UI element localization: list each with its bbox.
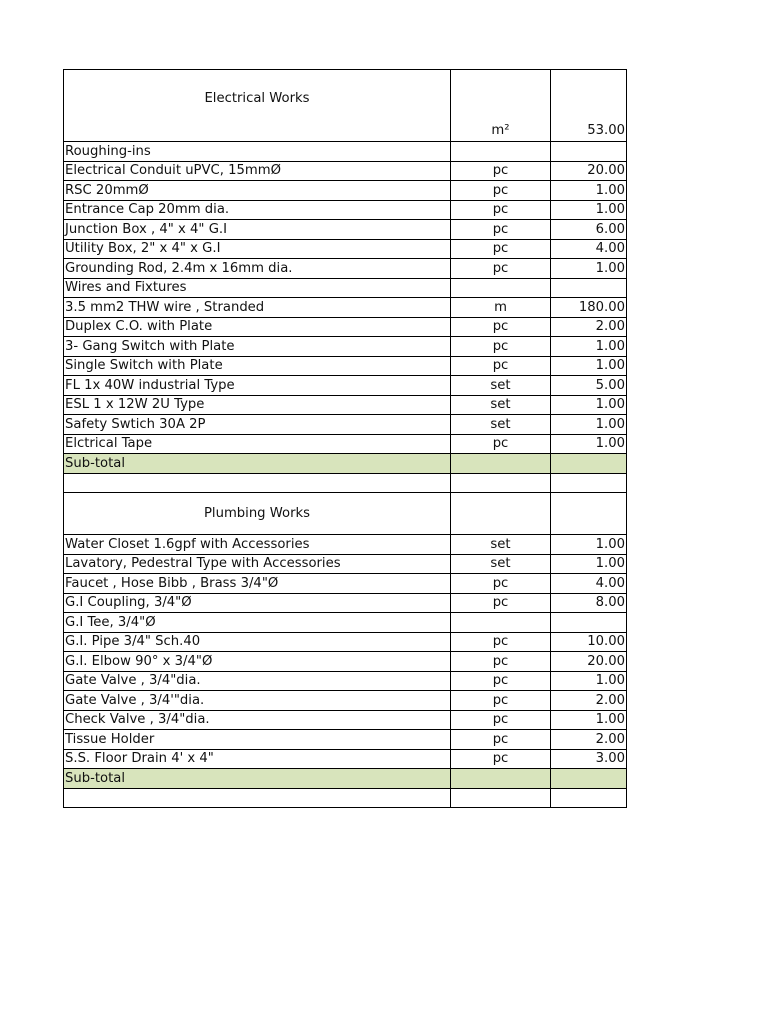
table-row (64, 239, 627, 259)
description-cell[interactable]: Gate Valve , 3/4'"dia. (64, 691, 451, 711)
table-row (64, 395, 627, 415)
table-row (64, 730, 627, 750)
table-row (64, 574, 627, 594)
table-row (64, 337, 627, 357)
blank-cell[interactable] (451, 788, 551, 808)
subtotal-label-cell[interactable]: Sub-total (64, 454, 451, 474)
description-cell[interactable]: G.I. Pipe 3/4" Sch.40 (64, 632, 451, 652)
description-cell[interactable]: ESL 1 x 12W 2U Type (64, 395, 451, 415)
blank-cell[interactable] (451, 473, 551, 493)
description-cell[interactable]: Electrical Conduit uPVC, 15mmØ (64, 161, 451, 181)
section-qty-cell[interactable]: 53.00 (551, 70, 627, 142)
description-cell[interactable]: Elctrical Tape (64, 434, 451, 454)
table-row (64, 376, 627, 396)
subtotal-row (64, 454, 627, 474)
table-body (64, 70, 627, 808)
subtotal-unit-cell[interactable] (451, 454, 551, 474)
table-row (64, 161, 627, 181)
blank-cell[interactable] (551, 788, 627, 808)
quantity-cell[interactable] (551, 142, 627, 162)
subtotal-unit-cell[interactable] (451, 769, 551, 789)
quantity-cell[interactable]: 5.00 (551, 376, 627, 396)
bill-of-quantities-table (63, 69, 627, 808)
section-header-row (64, 70, 627, 142)
blank-cell[interactable] (64, 473, 451, 493)
quantity-cell[interactable] (551, 278, 627, 298)
unit-cell[interactable]: pc (451, 356, 551, 376)
subtotal-value-cell[interactable] (551, 454, 627, 474)
unit-cell[interactable]: pc (451, 259, 551, 279)
quantity-cell[interactable]: 3.00 (551, 749, 627, 769)
table-row (64, 317, 627, 337)
unit-cell[interactable] (451, 142, 551, 162)
description-cell[interactable]: Utility Box, 2" x 4" x G.I (64, 239, 451, 259)
description-cell[interactable]: Lavatory, Pedestral Type with Accessories (64, 554, 451, 574)
description-cell[interactable]: Tissue Holder (64, 730, 451, 750)
unit-cell[interactable]: pc (451, 710, 551, 730)
section-unit-cell[interactable] (451, 493, 551, 535)
unit-cell[interactable]: pc (451, 337, 551, 357)
unit-cell[interactable] (451, 278, 551, 298)
quantity-cell[interactable]: 6.00 (551, 220, 627, 240)
table-row (64, 278, 627, 298)
quantity-cell[interactable]: 1.00 (551, 554, 627, 574)
description-cell[interactable]: 3- Gang Switch with Plate (64, 337, 451, 357)
quantity-cell[interactable]: 20.00 (551, 652, 627, 672)
table-row (64, 613, 627, 633)
table-row (64, 298, 627, 318)
table-row (64, 632, 627, 652)
description-cell[interactable]: Faucet , Hose Bibb , Brass 3/4"Ø (64, 574, 451, 594)
description-cell[interactable]: G.I Tee, 3/4"Ø (64, 613, 451, 633)
section-qty-cell[interactable] (551, 493, 627, 535)
quantity-cell[interactable]: 1.00 (551, 671, 627, 691)
subtotal-row (64, 769, 627, 789)
quantity-cell[interactable]: 2.00 (551, 730, 627, 750)
quantity-cell[interactable]: 4.00 (551, 574, 627, 594)
description-cell[interactable]: Grounding Rod, 2.4m x 16mm dia. (64, 259, 451, 279)
quantity-cell[interactable]: 180.00 (551, 298, 627, 318)
description-cell[interactable]: S.S. Floor Drain 4' x 4" (64, 749, 451, 769)
description-cell[interactable]: Entrance Cap 20mm dia. (64, 200, 451, 220)
table-row (64, 710, 627, 730)
blank-row (64, 473, 627, 493)
blank-cell[interactable] (551, 473, 627, 493)
quantity-cell[interactable]: 10.00 (551, 632, 627, 652)
unit-cell[interactable]: pc (451, 317, 551, 337)
description-cell[interactable]: FL 1x 40W industrial Type (64, 376, 451, 396)
section-title-cell[interactable]: Plumbing Works (64, 493, 451, 535)
section-header-row (64, 493, 627, 535)
table-row (64, 535, 627, 555)
table-row (64, 593, 627, 613)
unit-cell[interactable]: pc (451, 200, 551, 220)
unit-cell[interactable]: set (451, 395, 551, 415)
description-cell[interactable]: Single Switch with Plate (64, 356, 451, 376)
description-cell[interactable]: Junction Box , 4" x 4" G.I (64, 220, 451, 240)
unit-cell[interactable]: pc (451, 574, 551, 594)
section-title-cell[interactable]: Electrical Works (64, 70, 451, 142)
blank-cell[interactable] (64, 788, 451, 808)
quantity-cell[interactable]: 20.00 (551, 161, 627, 181)
quantity-cell[interactable]: 1.00 (551, 434, 627, 454)
quantity-cell[interactable]: 1.00 (551, 200, 627, 220)
quantity-cell[interactable]: 1.00 (551, 259, 627, 279)
quantity-cell[interactable]: 8.00 (551, 593, 627, 613)
description-cell[interactable]: Water Closet 1.6gpf with Accessories (64, 535, 451, 555)
quantity-cell[interactable]: 1.00 (551, 395, 627, 415)
subtotal-value-cell[interactable] (551, 769, 627, 789)
unit-cell[interactable]: set (451, 554, 551, 574)
unit-cell[interactable]: set (451, 535, 551, 555)
table-row (64, 691, 627, 711)
quantity-cell[interactable]: 1.00 (551, 535, 627, 555)
unit-cell[interactable]: pc (451, 652, 551, 672)
description-cell[interactable]: Duplex C.O. with Plate (64, 317, 451, 337)
quantity-cell[interactable]: 2.00 (551, 317, 627, 337)
unit-cell[interactable]: pc (451, 632, 551, 652)
description-cell[interactable]: G.I Coupling, 3/4"Ø (64, 593, 451, 613)
table-row (64, 220, 627, 240)
quantity-cell[interactable]: 1.00 (551, 710, 627, 730)
blank-row (64, 788, 627, 808)
quantity-cell[interactable]: 1.00 (551, 356, 627, 376)
unit-cell[interactable]: pc (451, 181, 551, 201)
description-cell[interactable]: RSC 20mmØ (64, 181, 451, 201)
section-unit-cell[interactable]: m² (451, 70, 551, 142)
table-row (64, 749, 627, 769)
table-row (64, 200, 627, 220)
quantity-cell[interactable] (551, 613, 627, 633)
table-row (64, 671, 627, 691)
unit-cell[interactable]: pc (451, 220, 551, 240)
description-cell[interactable]: Wires and Fixtures (64, 278, 451, 298)
unit-cell[interactable]: pc (451, 691, 551, 711)
description-cell[interactable]: G.I. Elbow 90° x 3/4"Ø (64, 652, 451, 672)
description-cell[interactable]: Check Valve , 3/4"dia. (64, 710, 451, 730)
description-cell[interactable]: Safety Swtich 30A 2P (64, 415, 451, 435)
unit-cell[interactable] (451, 613, 551, 633)
description-cell[interactable]: 3.5 mm2 THW wire , Stranded (64, 298, 451, 318)
table-row (64, 142, 627, 162)
subtotal-label-cell[interactable]: Sub-total (64, 769, 451, 789)
unit-cell[interactable]: m (451, 298, 551, 318)
table-row (64, 434, 627, 454)
table-row (64, 554, 627, 574)
table-row (64, 181, 627, 201)
unit-cell[interactable]: pc (451, 671, 551, 691)
quantity-cell[interactable]: 1.00 (551, 181, 627, 201)
unit-cell[interactable]: set (451, 415, 551, 435)
unit-cell[interactable]: pc (451, 434, 551, 454)
table-row (64, 652, 627, 672)
table-row (64, 415, 627, 435)
unit-cell[interactable]: pc (451, 593, 551, 613)
description-cell[interactable]: Roughing-ins (64, 142, 451, 162)
description-cell[interactable]: Gate Valve , 3/4"dia. (64, 671, 451, 691)
quantity-cell[interactable]: 1.00 (551, 415, 627, 435)
table-row (64, 356, 627, 376)
quantity-cell[interactable]: 4.00 (551, 239, 627, 259)
quantity-cell[interactable]: 1.00 (551, 337, 627, 357)
unit-cell[interactable]: pc (451, 161, 551, 181)
quantity-cell[interactable]: 2.00 (551, 691, 627, 711)
unit-cell[interactable]: set (451, 376, 551, 396)
table-row (64, 259, 627, 279)
unit-cell[interactable]: pc (451, 730, 551, 750)
unit-cell[interactable]: pc (451, 749, 551, 769)
unit-cell[interactable]: pc (451, 239, 551, 259)
